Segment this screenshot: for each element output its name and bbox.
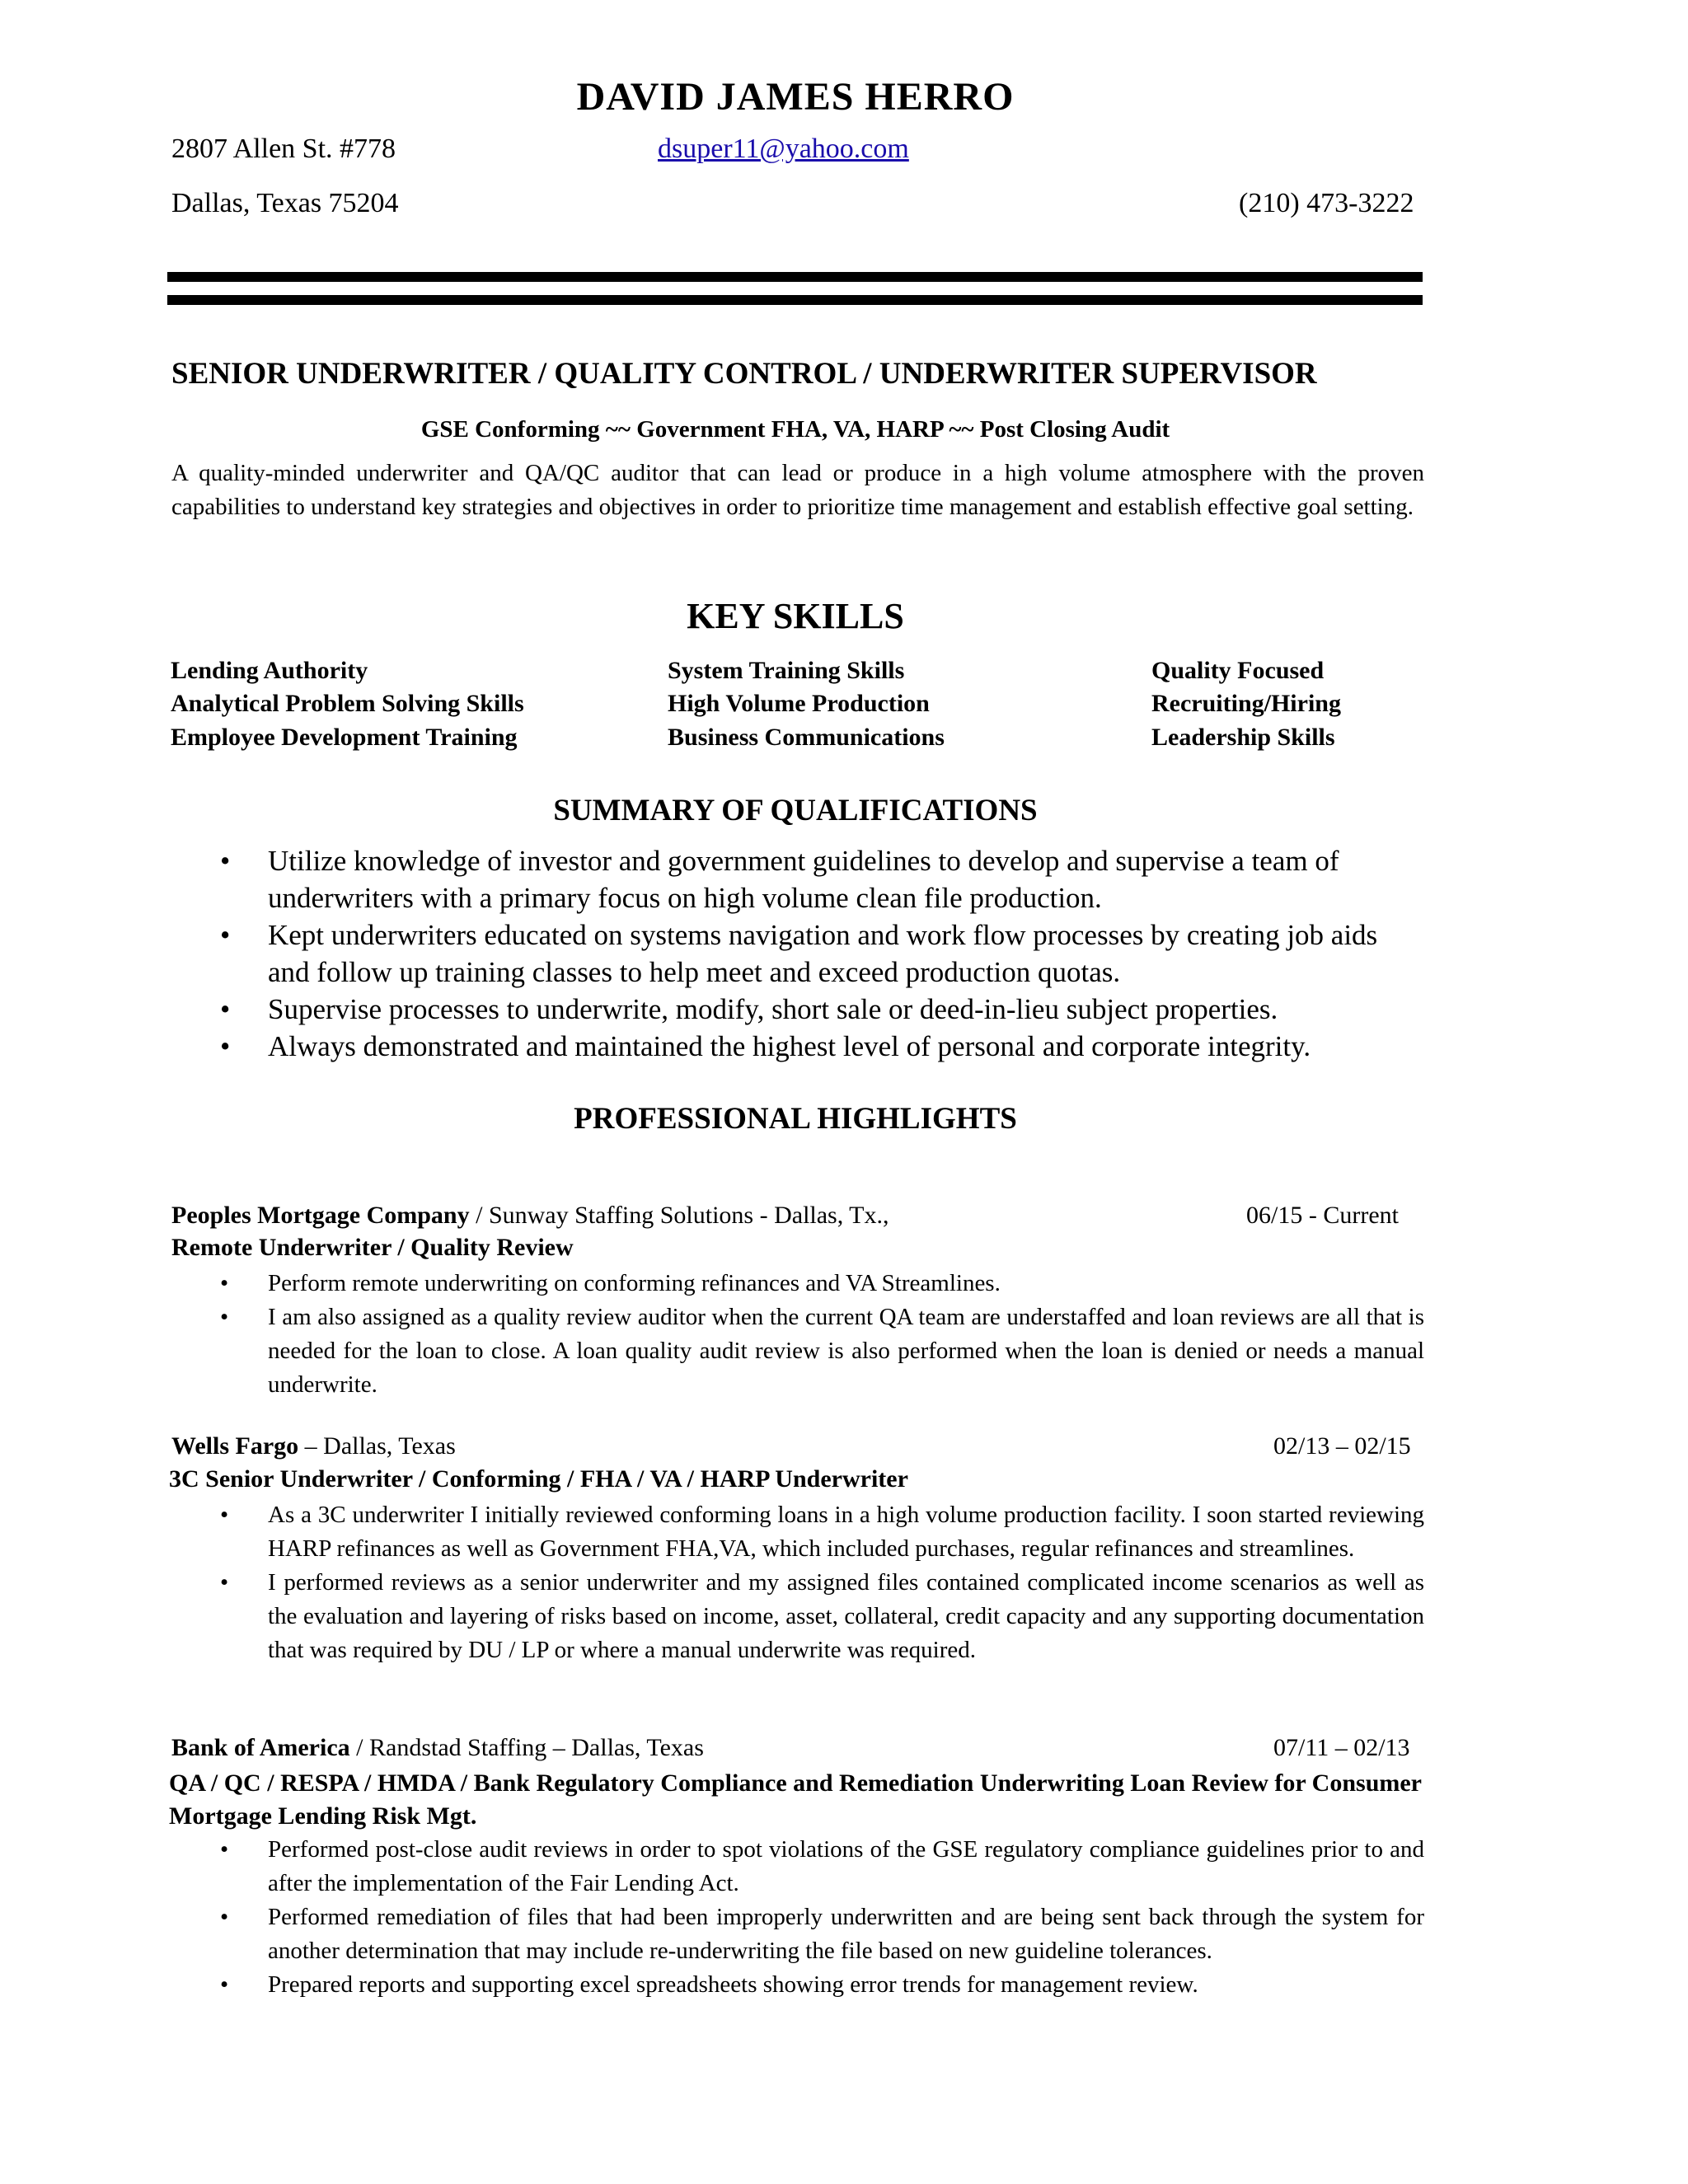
bullet-icon: •	[220, 1030, 231, 1062]
list-item: • Prepared reports and supporting excel spreadsheets showing error trends for management review.	[171, 1968, 1424, 2002]
email-link[interactable]: dsuper11@yahoo.com	[658, 134, 909, 164]
key-skills-title: KEY SKILLS	[687, 596, 904, 636]
list-item: • I am also assigned as a quality review auditor when the current QA team are understaffed and loan reviews are all that is needed for the loan to close. A loan quality audit review is also performed when the loan is denied or needs a manual underwrite.	[171, 1301, 1424, 1402]
job-bullets	[171, 1833, 1424, 2002]
profile-summary: A quality-minded underwriter and QA/QC auditor that can lead or produce in a high volume atmosphere with the proven capabilities to understand key strategies and objectives in order to prioritize time management and establish effective goal setting.	[171, 460, 1424, 520]
job-bullets	[171, 1498, 1424, 1667]
employer-name: Bank of America	[171, 1734, 350, 1761]
skill-item: Employee Development Training	[171, 724, 518, 751]
skill-item: Business Communications	[668, 724, 945, 751]
bullet-icon: •	[220, 993, 231, 1025]
job-employer-line	[171, 1734, 704, 1762]
employer-details: / Sunway Staffing Solutions - Dallas, Tx.,	[469, 1202, 889, 1229]
bullet-icon: •	[220, 845, 231, 877]
list-item: • Performed remediation of files that had been improperly underwritten and are being sent back through the system for another determination that may include re-underwriting the file based on new guideline tolerances.	[171, 1900, 1424, 1968]
bullet-icon: •	[220, 1270, 229, 1296]
skill-item: System Training Skills	[668, 657, 905, 684]
professional-headline: SENIOR UNDERWRITER / QUALITY CONTROL / UNDERWRITER SUPERVISOR	[171, 357, 1317, 391]
address-line-2: Dallas, Texas 75204	[171, 188, 399, 218]
skill-item: High Volume Production	[668, 690, 930, 717]
bullet-icon: •	[220, 1569, 229, 1596]
skill-item: Recruiting/Hiring	[1151, 690, 1341, 717]
job-title: 3C Senior Underwriter / Conforming / FHA / VA / HARP Underwriter	[169, 1465, 908, 1493]
bullet-icon: •	[220, 1502, 229, 1528]
job-employer-line	[171, 1202, 889, 1230]
bullet-icon: •	[220, 919, 231, 951]
list-item: • As a 3C underwriter I initially reviewed conforming loans in a high volume production facility. I soon started reviewing HARP refinances as well as Government FHA,VA, which included purchases, regular refinances and streamlines.	[171, 1498, 1424, 1566]
job-bullets	[171, 1267, 1424, 1402]
bullet-icon: •	[220, 1304, 229, 1330]
specialties-line: GSE Conforming ~~ Government FHA, VA, HARP ~~ Post Closing Audit	[420, 416, 1170, 443]
job-dates: 06/15 - Current	[1246, 1202, 1399, 1229]
header-divider-top	[167, 272, 1423, 282]
skill-item: Analytical Problem Solving Skills	[171, 690, 524, 717]
phone-number: (210) 473-3222	[1239, 188, 1414, 218]
list-item: • Performed post-close audit reviews in order to spot violations of the GSE regulatory compliance guidelines prior to and after the implementation of the Fair Lending Act.	[171, 1833, 1424, 1900]
qualifications-title: SUMMARY OF QUALIFICATIONS	[553, 794, 1038, 827]
address-line-1: 2807 Allen St. #778	[171, 134, 396, 164]
employer-name: Peoples Mortgage Company	[171, 1202, 470, 1229]
bullet-icon: •	[220, 1836, 229, 1863]
job-dates: 02/13 – 02/15	[1273, 1432, 1411, 1460]
employer-details: – Dallas, Texas	[298, 1432, 456, 1460]
job-title: QA / QC / RESPA / HMDA / Bank Regulatory Compliance and Remediation Underwriting Loan Review for Consumer Mortgage Lending Risk Mgt.	[169, 1769, 1422, 1830]
job-dates: 07/11 – 02/13	[1273, 1734, 1410, 1761]
candidate-name: DAVID JAMES HERRO	[576, 75, 1015, 119]
skill-item: Lending Authority	[171, 657, 368, 684]
qualifications-list	[171, 842, 1424, 1065]
skill-item: Leadership Skills	[1151, 724, 1335, 751]
bullet-icon: •	[220, 1904, 229, 1930]
job-employer-line	[171, 1432, 456, 1460]
employer-details: / Randstad Staffing – Dallas, Texas	[349, 1734, 704, 1761]
list-item: • I performed reviews as a senior underwriter and my assigned files contained complicated income scenarios as well as the evaluation and layering of risks based on income, asset, collateral, credit capacity and any supporting documentation that was required by DU / LP or where a manual underwrite was required.	[171, 1566, 1424, 1667]
list-item: • Kept underwriters educated on systems navigation and work flow processes by creating job aids and follow up training classes to help meet and exceed production quotas.	[171, 916, 1424, 991]
list-item: • Utilize knowledge of investor and government guidelines to develop and supervise a team of underwriters with a primary focus on high volume clean file production.	[171, 842, 1424, 916]
employer-name: Wells Fargo	[171, 1432, 299, 1460]
job-title: Remote Underwriter / Quality Review	[171, 1234, 574, 1261]
list-item: • Supervise processes to underwrite, modify, short sale or deed-in-lieu subject properties.	[171, 991, 1424, 1028]
bullet-icon: •	[220, 1971, 229, 1998]
highlights-title: PROFESSIONAL HIGHLIGHTS	[574, 1102, 1017, 1136]
header-divider-bottom	[167, 295, 1423, 305]
list-item: • Always demonstrated and maintained the highest level of personal and corporate integrity.	[171, 1028, 1424, 1065]
skill-item: Quality Focused	[1151, 657, 1325, 684]
list-item: • Perform remote underwriting on conforming refinances and VA Streamlines.	[171, 1267, 1424, 1301]
